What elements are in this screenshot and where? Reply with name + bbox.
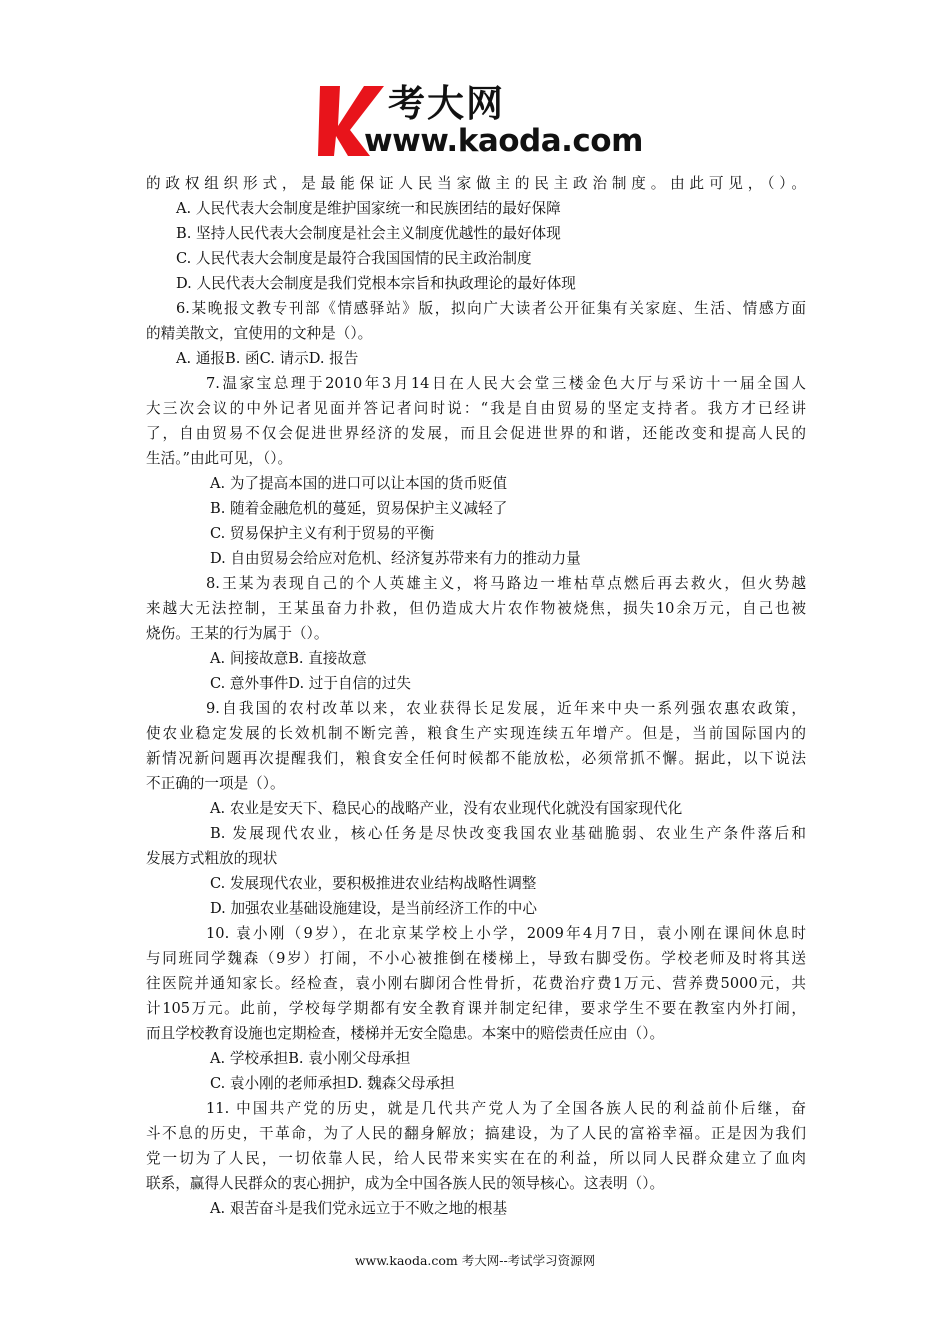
text-line: 而且学校教育设施也定期检查，楼梯并无安全隐患。本案中的赔偿责任应由（）。 [146, 1025, 665, 1042]
text-line: 新情况新问题再次提醒我们，粮食安全任何时候都不能放松，必须常抓不懈。据此，以下说法 [146, 750, 806, 767]
option-line: A. 为了提高本国的进口可以让本国的货币贬值 [210, 475, 508, 492]
text-line: 大三次会议的中外记者见面并答记者问时说：“我是自由贸易的坚定支持者。我方才已经讲 [146, 400, 806, 417]
option-line: A. 农业是安天下、稳民心的战略产业，没有农业现代化就没有国家现代化 [210, 800, 683, 817]
text-line: 了，自由贸易不仅会促进世界经济的发展，而且会促进世界的和谐，还能改变和提高人民的 [146, 425, 806, 442]
text-line: 斗不息的历史，干革命，为了人民的翻身解放；搞建设，为了人民的富裕幸福。正是因为我们 [146, 1125, 806, 1142]
question-line: 6.某晚报文教专刊部《情感驿站》版，拟向广大读者公开征集有关家庭、生活、情感方面 [176, 300, 806, 317]
question-line: 10. 袁小刚（9岁），在北京某学校上小学，2009年4月7日，袁小刚在课间休息时 [206, 925, 806, 942]
text-line: 来越大无法控制，王某虽奋力扑救，但仍造成大片农作物被烧焦，损失10余万元，自己也被 [146, 600, 806, 617]
option-line: A. 学校承担B. 袁小刚父母承担 [210, 1050, 411, 1067]
question-line: 7.温家宝总理于2010年3月14日在人民大会堂三楼金色大厅与采访十一届全国人 [206, 375, 806, 392]
text-line: 联系，赢得人民群众的衷心拥护，成为全中国各族人民的领导核心。这表明（）。 [146, 1175, 665, 1192]
text-line: 计105万元。此前，学校每学期都有安全教育课并制定纪律，要求学生不要在教室内外打闹， [146, 1000, 806, 1017]
text-line: 烧伤。王某的行为属于（）。 [146, 625, 329, 642]
option-line: A. 人民代表大会制度是维护国家统一和民族团结的最好保障 [176, 200, 561, 217]
option-line: C. 意外事件D. 过于自信的过失 [210, 675, 411, 692]
option-line: A. 艰苦奋斗是我们党永远立于不败之地的根基 [210, 1200, 508, 1217]
option-line: B. 坚持人民代表大会制度是社会主义制度优越性的最好体现 [176, 225, 561, 242]
option-line: D. 自由贸易会给应对危机、经济复苏带来有力的推动力量 [210, 550, 581, 567]
text-line: 与同班同学魏森（9岁）打闹，不小心被推倒在楼梯上，导致右脚受伤。学校老师及时将其送 [146, 950, 806, 967]
logo-url: www.kaoda.com [364, 123, 643, 159]
text-line: 的政权组织形式，是最能保证人民当家做主的民主政治制度。由此可见，（）。 [146, 175, 806, 192]
option-line: B. 随着金融危机的蔓延，贸易保护主义减轻了 [210, 500, 508, 517]
text-line: 党一切为了人民，一切依靠人民，给人民带来实实在在的利益，所以同人民群众建立了血肉 [146, 1150, 806, 1167]
option-line: C. 袁小刚的老师承担D. 魏森父母承担 [210, 1075, 455, 1092]
option-line: D. 加强农业基础设施建设，是当前经济工作的中心 [210, 900, 537, 917]
page-footer: www.kaoda.com 考大网--考试学习资源网 [354, 1253, 596, 1268]
question-line: 9.自我国的农村改革以来，农业获得长足发展，近年来中央一系列强农惠农政策， [206, 700, 806, 717]
option-line: C. 人民代表大会制度是最符合我国国情的民主政治制度 [176, 250, 532, 267]
text-line: 发展方式粗放的现状 [146, 850, 278, 867]
text-line: 生活。”由此可见，（）。 [146, 450, 293, 467]
kaoda-logo [316, 82, 646, 162]
option-line: A. 间接故意B. 直接故意 [210, 650, 367, 667]
text-line: 的精美散文，宜使用的文种是（）。 [146, 325, 373, 342]
option-line: C. 发展现代农业，要积极推进农业结构战略性调整 [210, 875, 537, 892]
option-line: B. 发展现代农业，核心任务是尽快改变我国农业基础脆弱、农业生产条件落后和 [210, 825, 806, 842]
option-line: A. 通报B. 函C. 请示D. 报告 [176, 350, 359, 367]
option-line: D. 人民代表大会制度是我们党根本宗旨和执政理论的最好体现 [176, 275, 576, 292]
text-line: 使农业稳定发展的长效机制不断完善，粮食生产实现连续五年增产。但是，当前国际国内的 [146, 725, 806, 742]
option-line: C. 贸易保护主义有利于贸易的平衡 [210, 525, 435, 542]
question-line: 11. 中国共产党的历史，就是几代共产党人为了全国各族人民的利益前仆后继，奋 [206, 1100, 806, 1117]
text-line: 不正确的一项是（）。 [146, 775, 285, 792]
logo-name: 考大网 [388, 82, 505, 125]
question-line: 8.王某为表现自己的个人英雄主义，将马路边一堆枯草点燃后再去救火，但火势越 [206, 575, 806, 592]
text-line: 往医院并通知家长。经检查，袁小刚右脚闭合性骨折，花费治疗费1万元、营养费5000元，共 [146, 975, 806, 992]
